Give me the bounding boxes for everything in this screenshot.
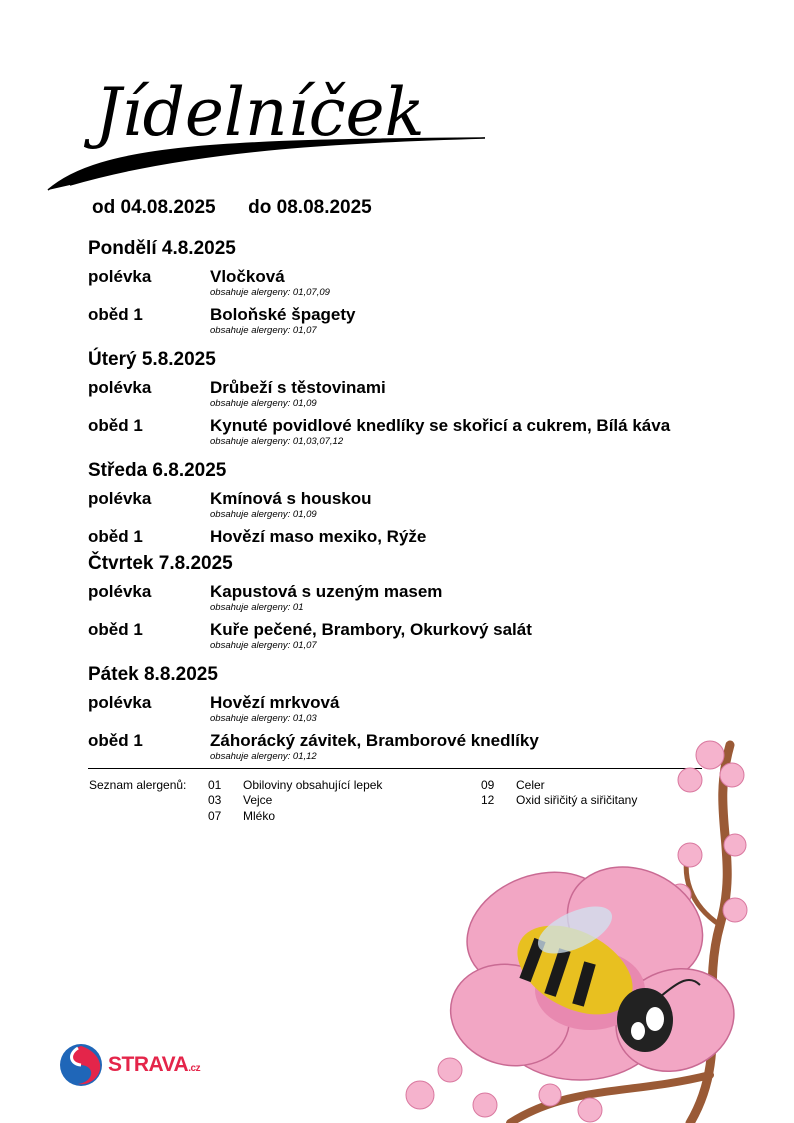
meal-label: polévka	[88, 378, 152, 397]
allergen-name: Vejce	[243, 793, 273, 807]
meal-name: Záhorácký závitek, Bramborové knedlíky	[210, 731, 539, 750]
meal-label: oběd 1	[88, 305, 143, 324]
day-heading: Pátek 8.8.2025	[88, 664, 218, 685]
meal-name: Drůbeží s těstovinami	[210, 378, 386, 397]
from-date: 04.08.2025	[120, 197, 216, 218]
meal-name: Kmínová s houskou	[210, 489, 372, 508]
day-heading: Středa 6.8.2025	[88, 460, 227, 481]
meal-label: polévka	[88, 489, 152, 508]
allergen-code: 01	[208, 778, 222, 792]
allergen-note: obsahuje alergeny: 01,03	[210, 713, 317, 724]
allergen-note: obsahuje alergeny: 01	[210, 602, 304, 613]
meal-label: oběd 1	[88, 731, 143, 750]
date-range	[92, 197, 372, 219]
meal-label: polévka	[88, 693, 152, 712]
allergen-legend-title: Seznam alergenů:	[89, 778, 187, 792]
allergen-code: 07	[208, 809, 222, 823]
logo-name: STRAVA	[108, 1053, 189, 1076]
to-date: 08.08.2025	[276, 197, 372, 218]
meal-label: polévka	[88, 267, 152, 286]
meal-name: Kapustová s uzeným masem	[210, 582, 443, 601]
meal-label: polévka	[88, 582, 152, 601]
meal-name: Hovězí mrkvová	[210, 693, 340, 712]
allergen-note: obsahuje alergeny: 01,12	[210, 751, 317, 762]
day-heading: Úterý 5.8.2025	[88, 349, 216, 370]
meal-name: Boloňské špagety	[210, 305, 356, 324]
allergen-code: 12	[481, 793, 495, 807]
page-title: Jídelníček	[95, 74, 425, 151]
to-label: do	[248, 197, 272, 218]
allergen-code: 03	[208, 793, 222, 807]
allergen-name: Mléko	[243, 809, 276, 823]
allergen-note: obsahuje alergeny: 01,09	[210, 509, 317, 520]
meal-label: oběd 1	[88, 527, 143, 546]
allergen-note: obsahuje alergeny: 01,09	[210, 398, 317, 409]
title-script	[40, 50, 500, 200]
meal-label: oběd 1	[88, 620, 143, 639]
allergen-note: obsahuje alergeny: 01,03,07,12	[210, 436, 344, 447]
from-label: od	[92, 197, 116, 218]
allergen-name: Celer	[516, 778, 545, 792]
meal-name: Hovězí maso mexiko, Rýže	[210, 527, 427, 546]
logo-text	[108, 1053, 200, 1077]
meal-label: oběd 1	[88, 416, 143, 435]
day-heading: Pondělí 4.8.2025	[88, 238, 236, 259]
meal-name: Kuře pečené, Brambory, Okurkový salát	[210, 620, 532, 639]
allergen-note: obsahuje alergeny: 01,07,09	[210, 287, 330, 298]
allergen-code: 09	[481, 778, 495, 792]
allergen-name: Obiloviny obsahující lepek	[243, 778, 383, 792]
logo-suffix: .cz	[188, 1063, 201, 1074]
day-heading: Čtvrtek 7.8.2025	[88, 553, 233, 574]
allergen-note: obsahuje alergeny: 01,07	[210, 325, 317, 336]
strava-logo	[58, 1042, 200, 1088]
meal-name: Vločková	[210, 267, 285, 286]
meal-name: Kynuté povidlové knedlíky se skořicí a cukrem, Bílá káva	[210, 416, 671, 435]
allergen-note: obsahuje alergeny: 01,07	[210, 640, 317, 651]
blossom-bee-illustration	[390, 735, 752, 1123]
allergen-name: Oxid siřičitý a siřičitany	[516, 793, 638, 807]
strava-swirl-icon	[58, 1042, 104, 1088]
